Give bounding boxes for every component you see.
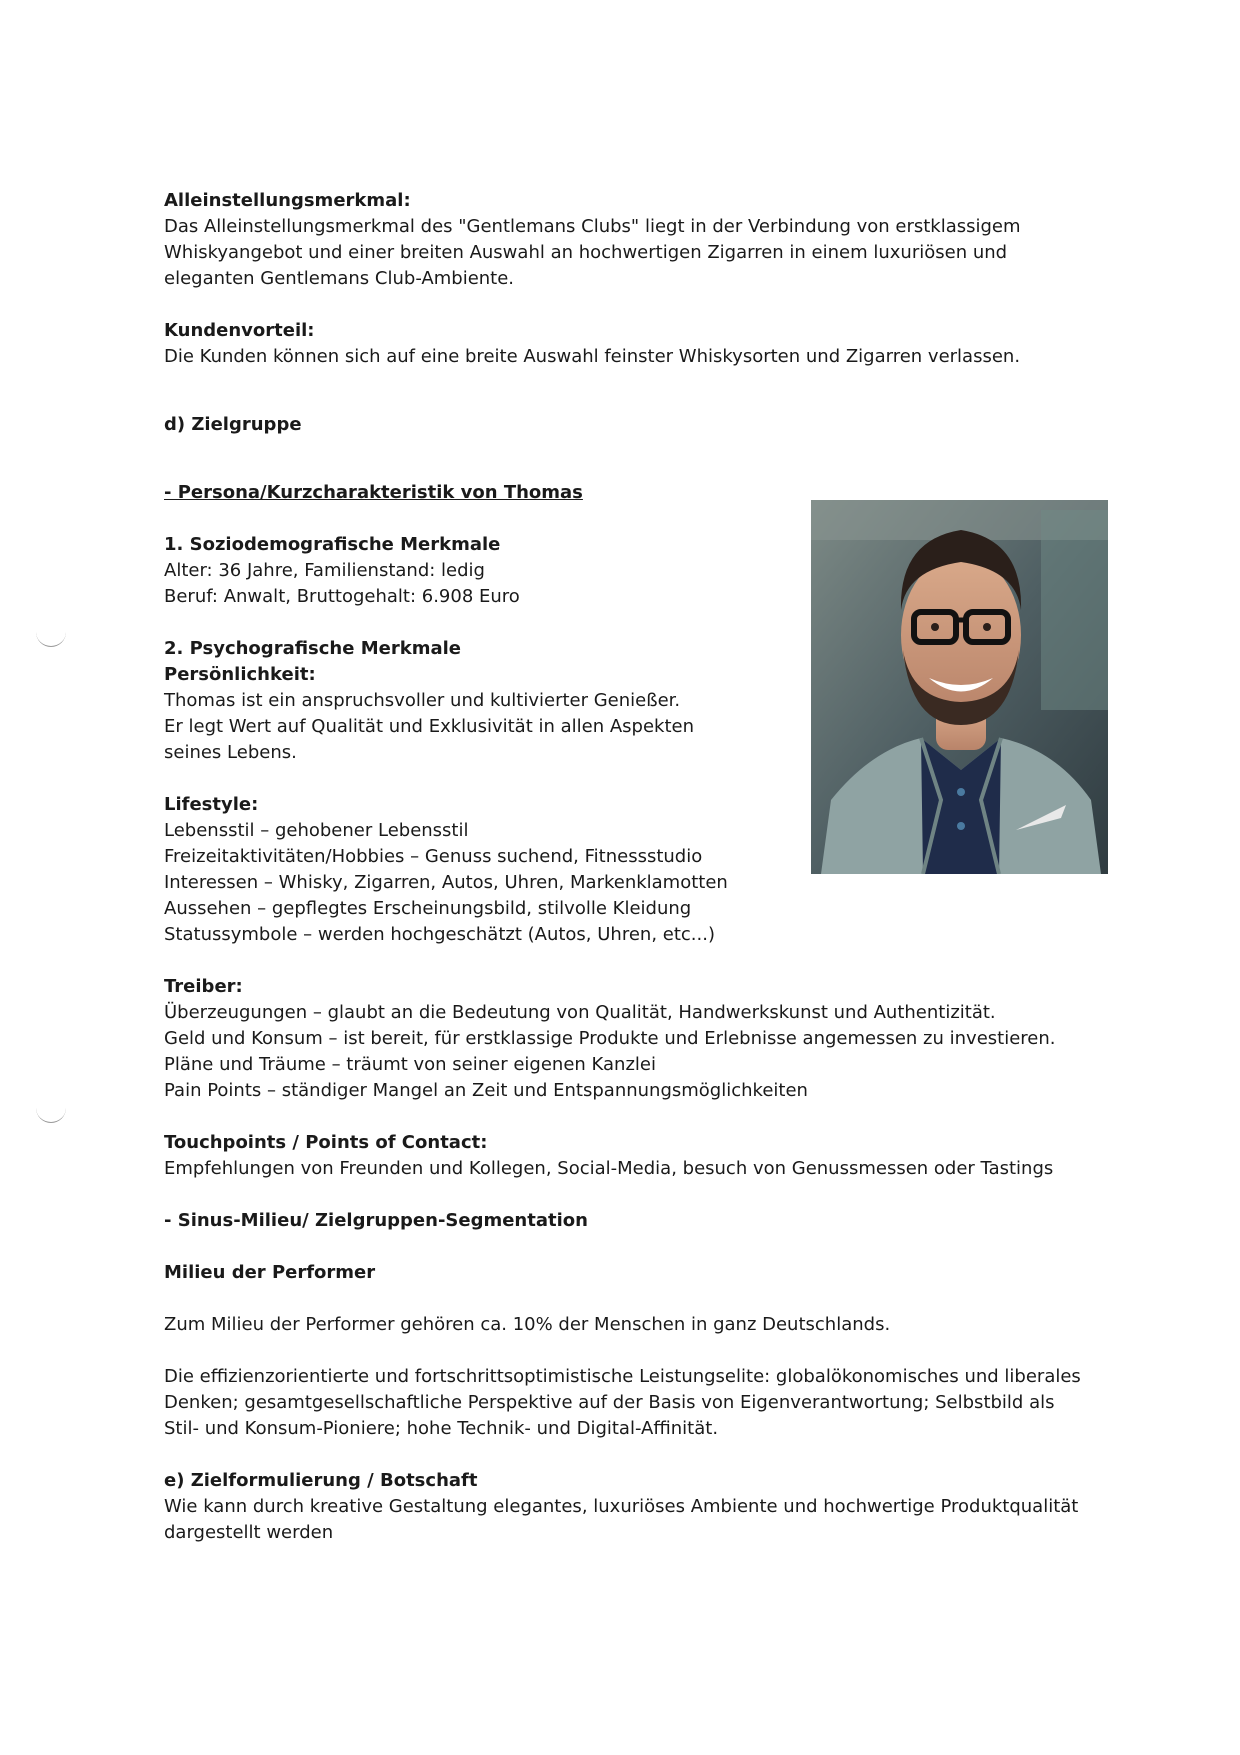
drivers-line: Pläne und Träume – träumt von seiner eigenen Kanzlei [164, 1054, 656, 1075]
section-e-line: dargestellt werden [164, 1522, 334, 1543]
psycho-heading: 2. Psychografische Merkmale [164, 638, 461, 659]
lifestyle-heading: Lifestyle: [164, 794, 259, 815]
lifestyle-line: Lebensstil – gehobener Lebensstil [164, 820, 469, 841]
usp-line: Whiskyangebot und einer breiten Auswahl an hochwertigen Zigarren in einem luxuriösen und [164, 242, 1008, 263]
document-body [164, 188, 1084, 1546]
benefit-heading: Kundenvorteil: [164, 320, 315, 341]
personality-line: Thomas ist ein anspruchsvoller und kultivierter Genießer. [164, 690, 681, 711]
milieu-heading: Milieu der Performer [164, 1262, 376, 1283]
persona-heading: - Persona/Kurzcharakteristik von Thomas [164, 482, 583, 503]
section-e-line: Wie kann durch kreative Gestaltung elegantes, luxuriöses Ambiente und hochwertige Produktqualität [164, 1496, 1079, 1517]
section-d-heading: d) Zielgruppe [164, 414, 302, 435]
lifestyle-line: Statussymbole – werden hochgeschätzt (Autos, Uhren, etc...) [164, 924, 715, 945]
benefit-text: Die Kunden können sich auf eine breite Auswahl feinster Whiskysorten und Zigarren verlassen. [164, 346, 1021, 367]
personality-heading: Persönlichkeit: [164, 664, 316, 685]
sinus-heading: - Sinus-Milieu/ Zielgruppen-Segmentation [164, 1210, 588, 1231]
usp-heading: Alleinstellungsmerkmal: [164, 190, 411, 211]
socio-line: Alter: 36 Jahre, Familienstand: ledig [164, 560, 485, 581]
socio-line: Beruf: Anwalt, Bruttogehalt: 6.908 Euro [164, 586, 520, 607]
touchpoints-text: Empfehlungen von Freunden und Kollegen, Social-Media, besuch von Genussmessen oder Tastings [164, 1158, 1054, 1179]
lifestyle-line: Interessen – Whisky, Zigarren, Autos, Uhren, Markenklamotten [164, 872, 728, 893]
punch-hole-mark [36, 632, 66, 647]
socio-heading: 1. Soziodemografische Merkmale [164, 534, 501, 555]
drivers-heading: Treiber: [164, 976, 243, 997]
drivers-line: Überzeugungen – glaubt an die Bedeutung von Qualität, Handwerkskunst und Authentizität. [164, 1002, 996, 1023]
milieu-description-line: Stil- und Konsum-Pioniere; hohe Technik- und Digital-Affinität. [164, 1418, 719, 1439]
milieu-description-line: Die effizienzorientierte und fortschrittsoptimistische Leistungselite: globalökonomisches und liberales [164, 1366, 1081, 1387]
lifestyle-line: Aussehen – gepflegtes Erscheinungsbild, stilvolle Kleidung [164, 898, 692, 919]
lifestyle-line: Freizeitaktivitäten/Hobbies – Genuss suchend, Fitnessstudio [164, 846, 703, 867]
punch-hole-mark [36, 1108, 66, 1123]
personality-line: seines Lebens. [164, 742, 297, 763]
milieu-description-line: Denken; gesamtgesellschaftliche Perspektive auf der Basis von Eigenverantwortung; Selbstbild als [164, 1392, 1055, 1413]
milieu-share-text: Zum Milieu der Performer gehören ca. 10% der Menschen in ganz Deutschlands. [164, 1314, 891, 1335]
section-e-heading: e) Zielformulierung / Botschaft [164, 1470, 478, 1491]
touchpoints-heading: Touchpoints / Points of Contact: [164, 1132, 488, 1153]
drivers-line: Geld und Konsum – ist bereit, für erstklassige Produkte und Erlebnisse angemessen zu investieren. [164, 1028, 1056, 1049]
usp-line: Das Alleinstellungsmerkmal des "Gentlemans Clubs" liegt in der Verbindung von erstklassigem [164, 216, 1021, 237]
personality-line: Er legt Wert auf Qualität und Exklusivität in allen Aspekten [164, 716, 694, 737]
drivers-line: Pain Points – ständiger Mangel an Zeit und Entspannungsmöglichkeiten [164, 1080, 808, 1101]
usp-line: eleganten Gentlemans Club-Ambiente. [164, 268, 515, 289]
